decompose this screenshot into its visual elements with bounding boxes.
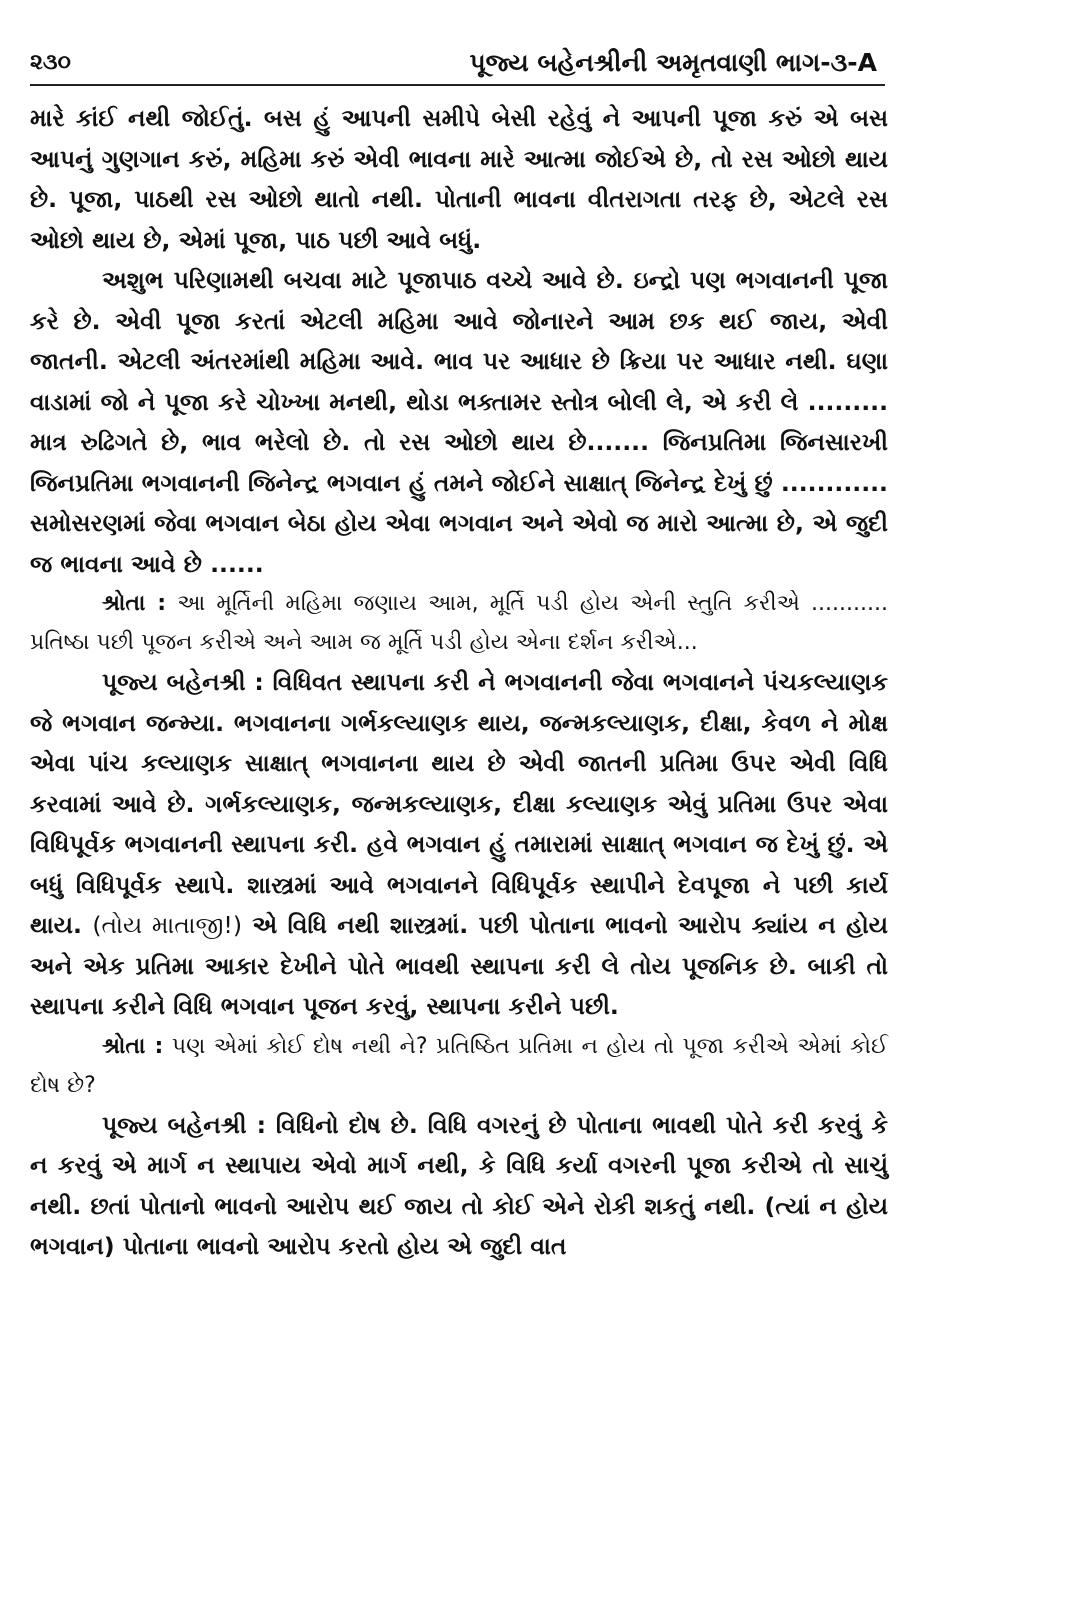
bahenshri-answer-2 — [30, 1105, 888, 1267]
paragraph-text-continued: એ વિધિ નથી શાસ્ત્રમાં. પછી પોતાના ભાવનો આરોપ ક્યાંય ન હોય અને એક પ્રતિમા આકાર દેખીને પોતે ભાવથી સ્થાપના કરી લે તોય પૂજનિક છે. બાકી તો સ્થાપના કરીને વિધિ ભગવાન પૂજન કરવું, સ્થાપના કરીને પછી. — [30, 911, 888, 1020]
body-text — [30, 98, 888, 1267]
aside-text: (તોય માતાજી!) — [92, 911, 243, 939]
page-number: ૨૩૦ — [30, 50, 71, 75]
speaker-label: શ્રોતા : — [102, 591, 167, 616]
listener-question-2 — [30, 1027, 888, 1105]
running-title: પૂજ્ય બહેનશ્રીની અમૃતવાણી ભાગ-૩-A — [469, 48, 877, 77]
listener-question-1 — [30, 584, 888, 662]
paragraph-text: અશુભ પરિણામથી બચવા માટે પૂજાપાઠ વચ્ચે આવે છે. ઇન્દ્રો પણ ભગવાનની પૂજા કરે છે. એવી પૂજા કરતાં એટલી મહિમા આવે જોનારને આમ છક થઈ જાય, એવી જાતની. એટલી અંતરમાંથી મહિમા આવે. ભાવ પર આધાર છે ક્રિયા પર આધાર નથી. ઘણા વાડામાં જો ને પૂજા કરે ચોખ્ખા મનથી, થોડા ભક્તામર સ્તોત્ર બોલી લે, એ કરી લે ......... માત્ર રુઢિગતે છે, ભાવ ભરેલો છે. તો રસ ઓછો થાય છે....... જિનપ્રતિમા જિનસારખી જિનપ્રતિમા ભગવાનની જિનેન્દ્ર ભગવાન હું તમને જોઈને સાક્ષાત્ જિનેન્દ્ર દેખું છું ............ સમોસરણમાં જેવા ભગવાન બેઠા હોય એવા ભગવાન અને એવો જ મારો આત્મા છે, એ જુદી જ ભાવના આવે છે ...... — [30, 266, 888, 578]
speaker-label: પૂજ્ય બહેનશ્રી : — [102, 1110, 266, 1139]
bahenshri-answer-1 — [30, 662, 888, 1027]
paragraph-text: પણ એમાં કોઈ દોષ નથી ને? પ્રતિષ્ઠિત પ્રતિમા ન હોય તો પૂજા કરીએ એમાં કોઈ દોષ છે? — [30, 1033, 888, 1098]
paragraph-text: વિધિવત સ્થાપના કરી ને ભગવાનની જેવા ભગવાનને પંચકલ્યાણક જે ભગવાન જન્મ્યા. ભગવાનના ગર્ભકલ્યાણક થાય, જન્મકલ્યાણક, દીક્ષા, કેવળ ને મોક્ષ એવા પાંચ કલ્યાણક સાક્ષાત્ ભગવાનના થાય છે એવી જાતની પ્રતિમા ઉપર એવી વિધિ કરવામાં આવે છે. ગર્ભકલ્યાણક, જન્મકલ્યાણક, દીક્ષા કલ્યાણક એવું પ્રતિમા ઉપર એવા વિધિપૂર્વક ભગવાનની સ્થાપના કરી. હવે ભગવાન હું તમારામાં સાક્ષાત્ ભગવાન જ દેખું છું. એ બધું વિધિપૂર્વક સ્થાપે. શાસ્ત્રમાં આવે ભગવાનને વિધિપૂર્વક સ્થાપીને દેવપૂજા ને પછી કાર્ય થાય. — [30, 668, 888, 939]
paragraph-text: વિધિનો દોષ છે. વિધિ વગરનું છે પોતાના ભાવથી પોતે કરી કરવું કે ન કરવું એ માર્ગ ન સ્થાપાય એવો માર્ગ નથી, કે વિધિ કર્યા વગરની પૂજા કરીએ તો સાચું નથી. છતાં પોતાનો ભાવનો આરોપ થઈ જાય તો કોઈ એને રોકી શકતું નથી. (ત્યાં ન હોય ભગવાન) પોતાના ભાવનો આરોપ કરતો હોય એ જુદી વાત — [30, 1110, 888, 1260]
paragraph-2 — [30, 260, 888, 584]
page-header — [30, 44, 885, 86]
paragraph-text: આ મૂર્તિની મહિમા જણાય આમ, મૂર્તિ પડી હોય એની સ્તુતિ કરીએ ........... પ્રતિષ્ઠા પછી પૂજન કરીએ અને આમ જ મૂર્તિ પડી હોય એના દર્શન કરીએ... — [30, 591, 888, 655]
paragraph-1 — [30, 98, 888, 260]
paragraph-text: મારે કાંઈ નથી જોઈતું. બસ હું આપની સમીપે બેસી રહેવું ને આપની પૂજા કરું એ બસ આપનું ગુણગાન કરું, મહિમા કરું એવી ભાવના મારે આત્મા જોઈએ છે, તો રસ ઓછો થાય છે. પૂજા, પાઠથી રસ ઓછો થાતો નથી. પોતાની ભાવના વીતરાગતા તરફ છે, એટલે રસ ઓછો થાય છે, એમાં પૂજા, પાઠ પછી આવે બધું. — [30, 104, 888, 254]
speaker-label: પૂજ્ય બહેનશ્રી : — [102, 668, 264, 696]
speaker-label: શ્રોતા : — [102, 1033, 164, 1059]
